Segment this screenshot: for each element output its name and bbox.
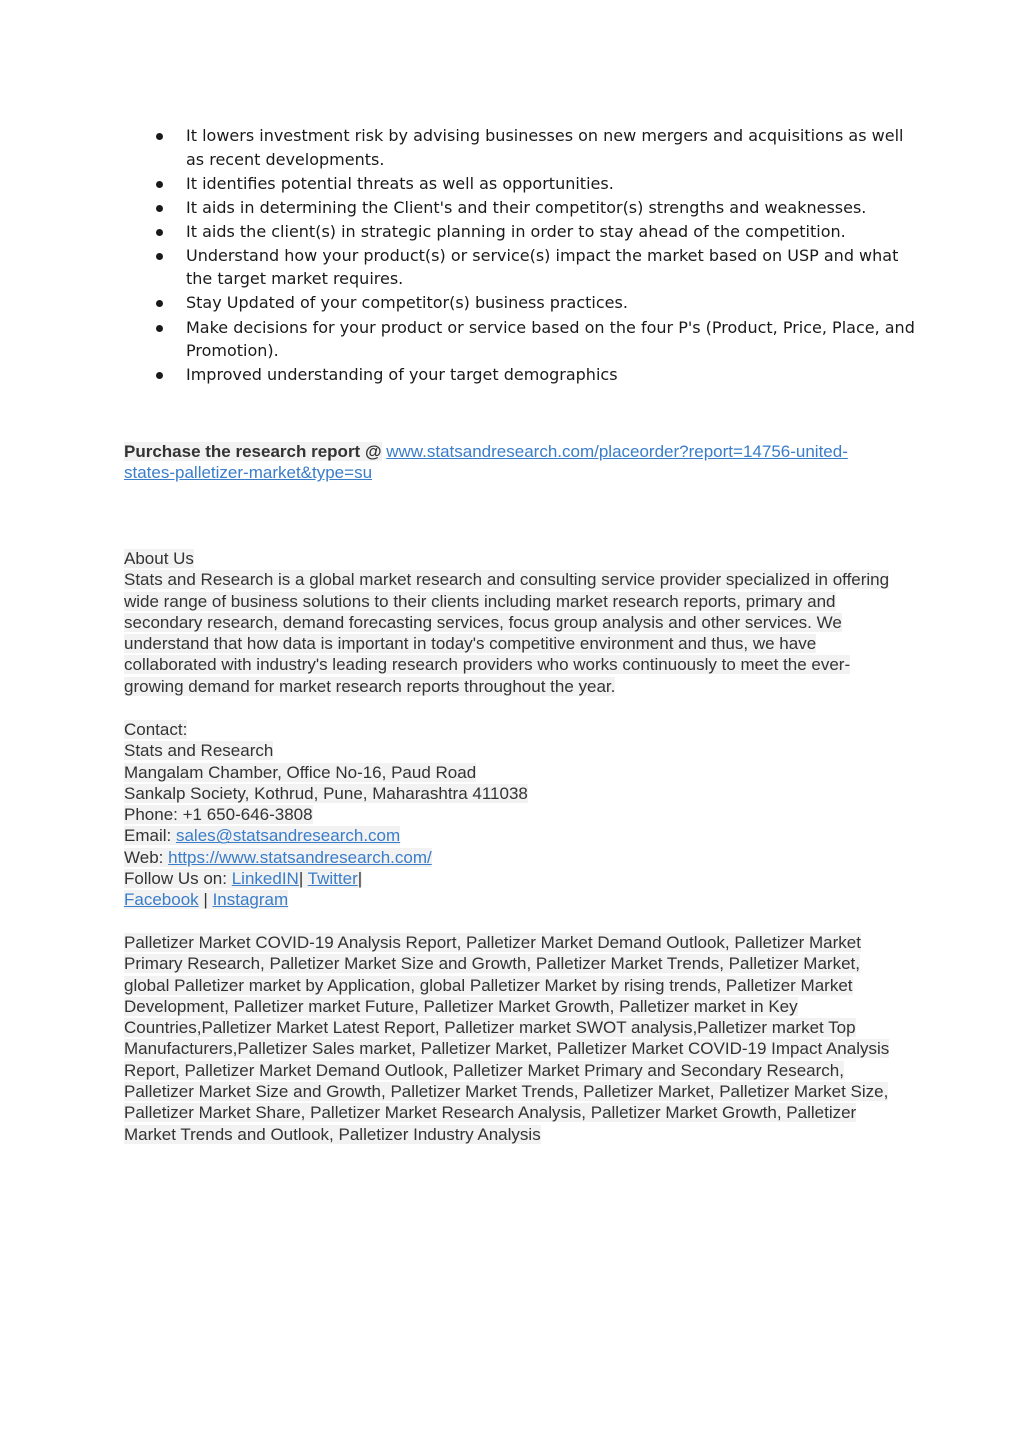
phone-text: Phone: +1 650-646-3808 xyxy=(124,805,313,825)
company-name: Stats and Research xyxy=(124,741,274,761)
list-item xyxy=(156,244,916,291)
linkedin-link[interactable]: LinkedIN xyxy=(231,869,299,889)
about-text-line: Stats and Research is a global market research and consulting service provider specialized in offering xyxy=(124,570,890,590)
instagram-link[interactable]: Instagram xyxy=(212,890,289,910)
list-item-text: It aids the client(s) in strategic planning in order to stay ahead of the competition. xyxy=(186,221,846,241)
email-label: Email: xyxy=(124,826,172,846)
bullet-icon xyxy=(156,325,163,332)
keywords-section xyxy=(124,932,904,1145)
list-item xyxy=(156,196,916,220)
keywords-line: Countries,Palletizer Market Latest Report, Palletizer market SWOT analysis,Palletizer market Top xyxy=(124,1018,856,1038)
benefits-list xyxy=(156,124,916,387)
list-item-text: Understand how your product(s) or service(s) impact the market based on USP and what the target market requires. xyxy=(186,245,899,289)
list-item xyxy=(156,363,916,387)
keywords-line: global Palletizer market by Application, global Palletizer Market by rising trends, Palletizer Market xyxy=(124,975,853,995)
separator: | xyxy=(203,890,208,910)
list-item-text: It identifies potential threats as well as opportunities. xyxy=(186,173,614,193)
bullet-icon xyxy=(156,300,163,307)
website-link[interactable]: https://www.statsandresearch.com/ xyxy=(168,847,432,867)
purchase-link-continued[interactable]: states-palletizer-market&type=su xyxy=(124,463,373,483)
list-item-text: Make decisions for your product or service based on the four P's (Product, Price, Place, and Promotion). xyxy=(186,317,915,361)
bullet-icon xyxy=(156,133,163,140)
about-text-line: growing demand for market research reports throughout the year. xyxy=(124,676,616,696)
bullet-icon xyxy=(156,372,163,379)
bullet-icon xyxy=(156,229,163,236)
separator: | xyxy=(298,869,304,889)
address-line-2: Sankalp Society, Kothrud, Pune, Maharashtra 411038 xyxy=(124,783,528,803)
contact-heading: Contact: xyxy=(124,720,188,739)
purchase-label: Purchase the research report @ xyxy=(124,442,382,461)
keywords-line: Market Trends and Outlook, Palletizer Industry Analysis xyxy=(124,1124,541,1144)
address-line-1: Mangalam Chamber, Office No-16, Paud Road xyxy=(124,762,477,782)
about-text-line: secondary research, demand forecasting services, focus group analysis and other services. We xyxy=(124,612,842,632)
about-section xyxy=(124,548,904,697)
bullet-icon xyxy=(156,181,163,188)
list-item-text: Stay Updated of your competitor(s) business practices. xyxy=(186,293,628,313)
list-item-text: It lowers investment risk by advising businesses on new mergers and acquisitions as well as recent developments. xyxy=(186,126,904,169)
follow-label: Follow Us on: xyxy=(124,869,227,889)
keywords-line: Palletizer Market Size and Growth, Palletizer Market Trends, Palletizer Market, Palletizer Market Size, xyxy=(124,1082,889,1102)
about-text-line: collaborated with industry's leading research providers who works continuously to meet the ever- xyxy=(124,655,851,675)
purchase-link[interactable]: www.statsandresearch.com/placeorder?report=14756-united- xyxy=(386,442,848,461)
contact-section xyxy=(124,719,904,911)
about-text-line: wide range of business solutions to their clients including market research reports, primary and xyxy=(124,591,836,611)
keywords-line: Primary Research, Palletizer Market Size and Growth, Palletizer Market Trends, Palletizer Market, xyxy=(124,954,860,974)
list-item xyxy=(156,316,916,363)
about-heading: About Us xyxy=(124,549,194,568)
purchase-section xyxy=(124,441,904,484)
list-item xyxy=(156,124,916,171)
keywords-line: Report, Palletizer Market Demand Outlook, Palletizer Market Primary and Secondary Research, xyxy=(124,1060,844,1080)
list-item xyxy=(156,291,916,315)
email-link[interactable]: sales@statsandresearch.com xyxy=(175,826,401,846)
keywords-line: Palletizer Market COVID-19 Analysis Report, Palletizer Market Demand Outlook, Palletizer Market xyxy=(124,933,861,952)
keywords-line: Development, Palletizer market Future, Palletizer Market Growth, Palletizer market in Key xyxy=(124,996,798,1016)
separator: | xyxy=(357,869,363,889)
about-text-line: understand that how data is important in today's competitive environment and thus, we have xyxy=(124,634,817,654)
twitter-link[interactable]: Twitter xyxy=(307,869,358,889)
list-item xyxy=(156,220,916,244)
bullet-icon xyxy=(156,205,163,212)
facebook-link[interactable]: Facebook xyxy=(124,890,199,910)
list-item-text: Improved understanding of your target demographics xyxy=(186,365,618,385)
list-item xyxy=(156,172,916,196)
keywords-line: Manufacturers,Palletizer Sales market, Palletizer Market, Palletizer Market COVID-19 Impact Analysis xyxy=(124,1039,890,1059)
list-item-text: It aids in determining the Client's and their competitor(s) strengths and weaknesses. xyxy=(186,197,867,217)
bullet-icon xyxy=(156,253,163,260)
keywords-line: Palletizer Market Share, Palletizer Market Research Analysis, Palletizer Market Growth, Palletizer xyxy=(124,1103,857,1123)
web-label: Web: xyxy=(124,847,164,867)
